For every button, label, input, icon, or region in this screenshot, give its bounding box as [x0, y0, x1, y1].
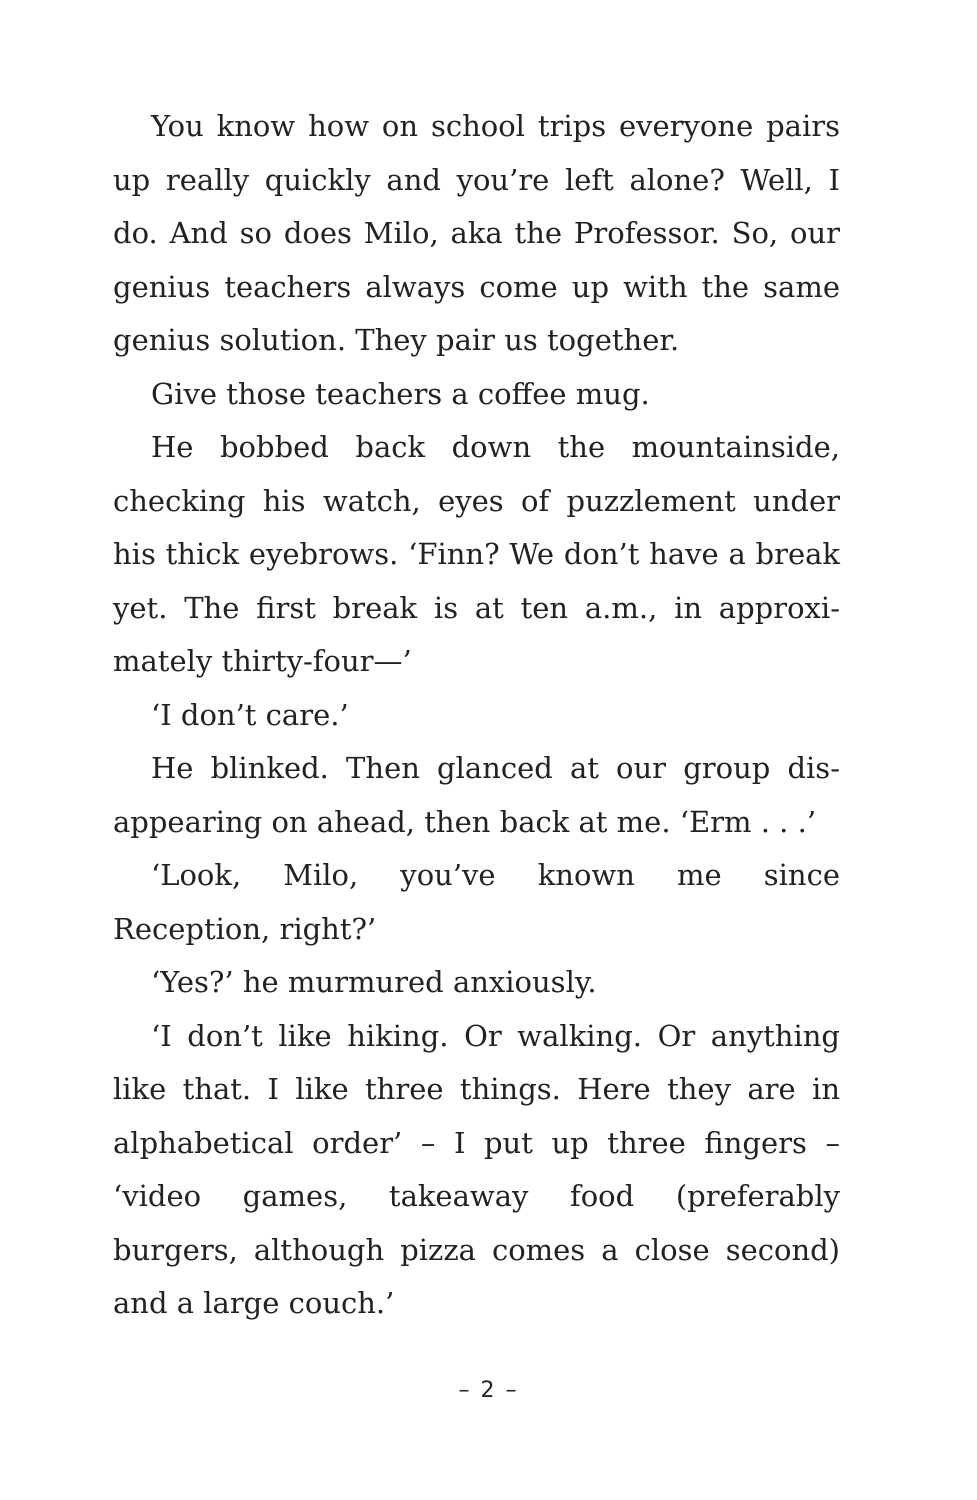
paragraph: ‘I don’t like hiking. Or walking. Or anything like that. I like three things. Here they are in alphabetical order’ – I put up three fingers – ‘video games, takeaway food (preferably burgers, although pizza comes a close second) and a large couch.’ — [113, 1018, 840, 1320]
paragraph: He blinked. Then glanced at our group disappearing on ahead, then back at me. ‘Erm . . .’ — [113, 751, 840, 839]
page-number: – 2 – — [458, 1378, 519, 1403]
paragraph: ‘Yes?’ he murmured anxiously. — [151, 965, 597, 999]
paragraph: Give those teachers a coffee mug. — [151, 376, 650, 411]
paragraph: ‘Look, Milo, you’ve known me since Reception, right?’ — [113, 858, 840, 946]
paragraph: He bobbed back down the mountainside, checking his watch, eyes of puzzlement under his thick eyebrows. ‘Finn? We don’t have a break yet. The first break is at ten a.m., in approximately thirty-four—’ — [113, 430, 840, 678]
paragraph: ‘I don’t care.’ — [151, 697, 349, 732]
paragraph: You know how on school trips everyone pairs up really quickly and you’re left alone? Well, I do. And so does Milo, aka the Professor. So, our genius teachers always come up with the same genius solution. They pair us together. — [113, 109, 840, 357]
page-body — [113, 100, 840, 1331]
